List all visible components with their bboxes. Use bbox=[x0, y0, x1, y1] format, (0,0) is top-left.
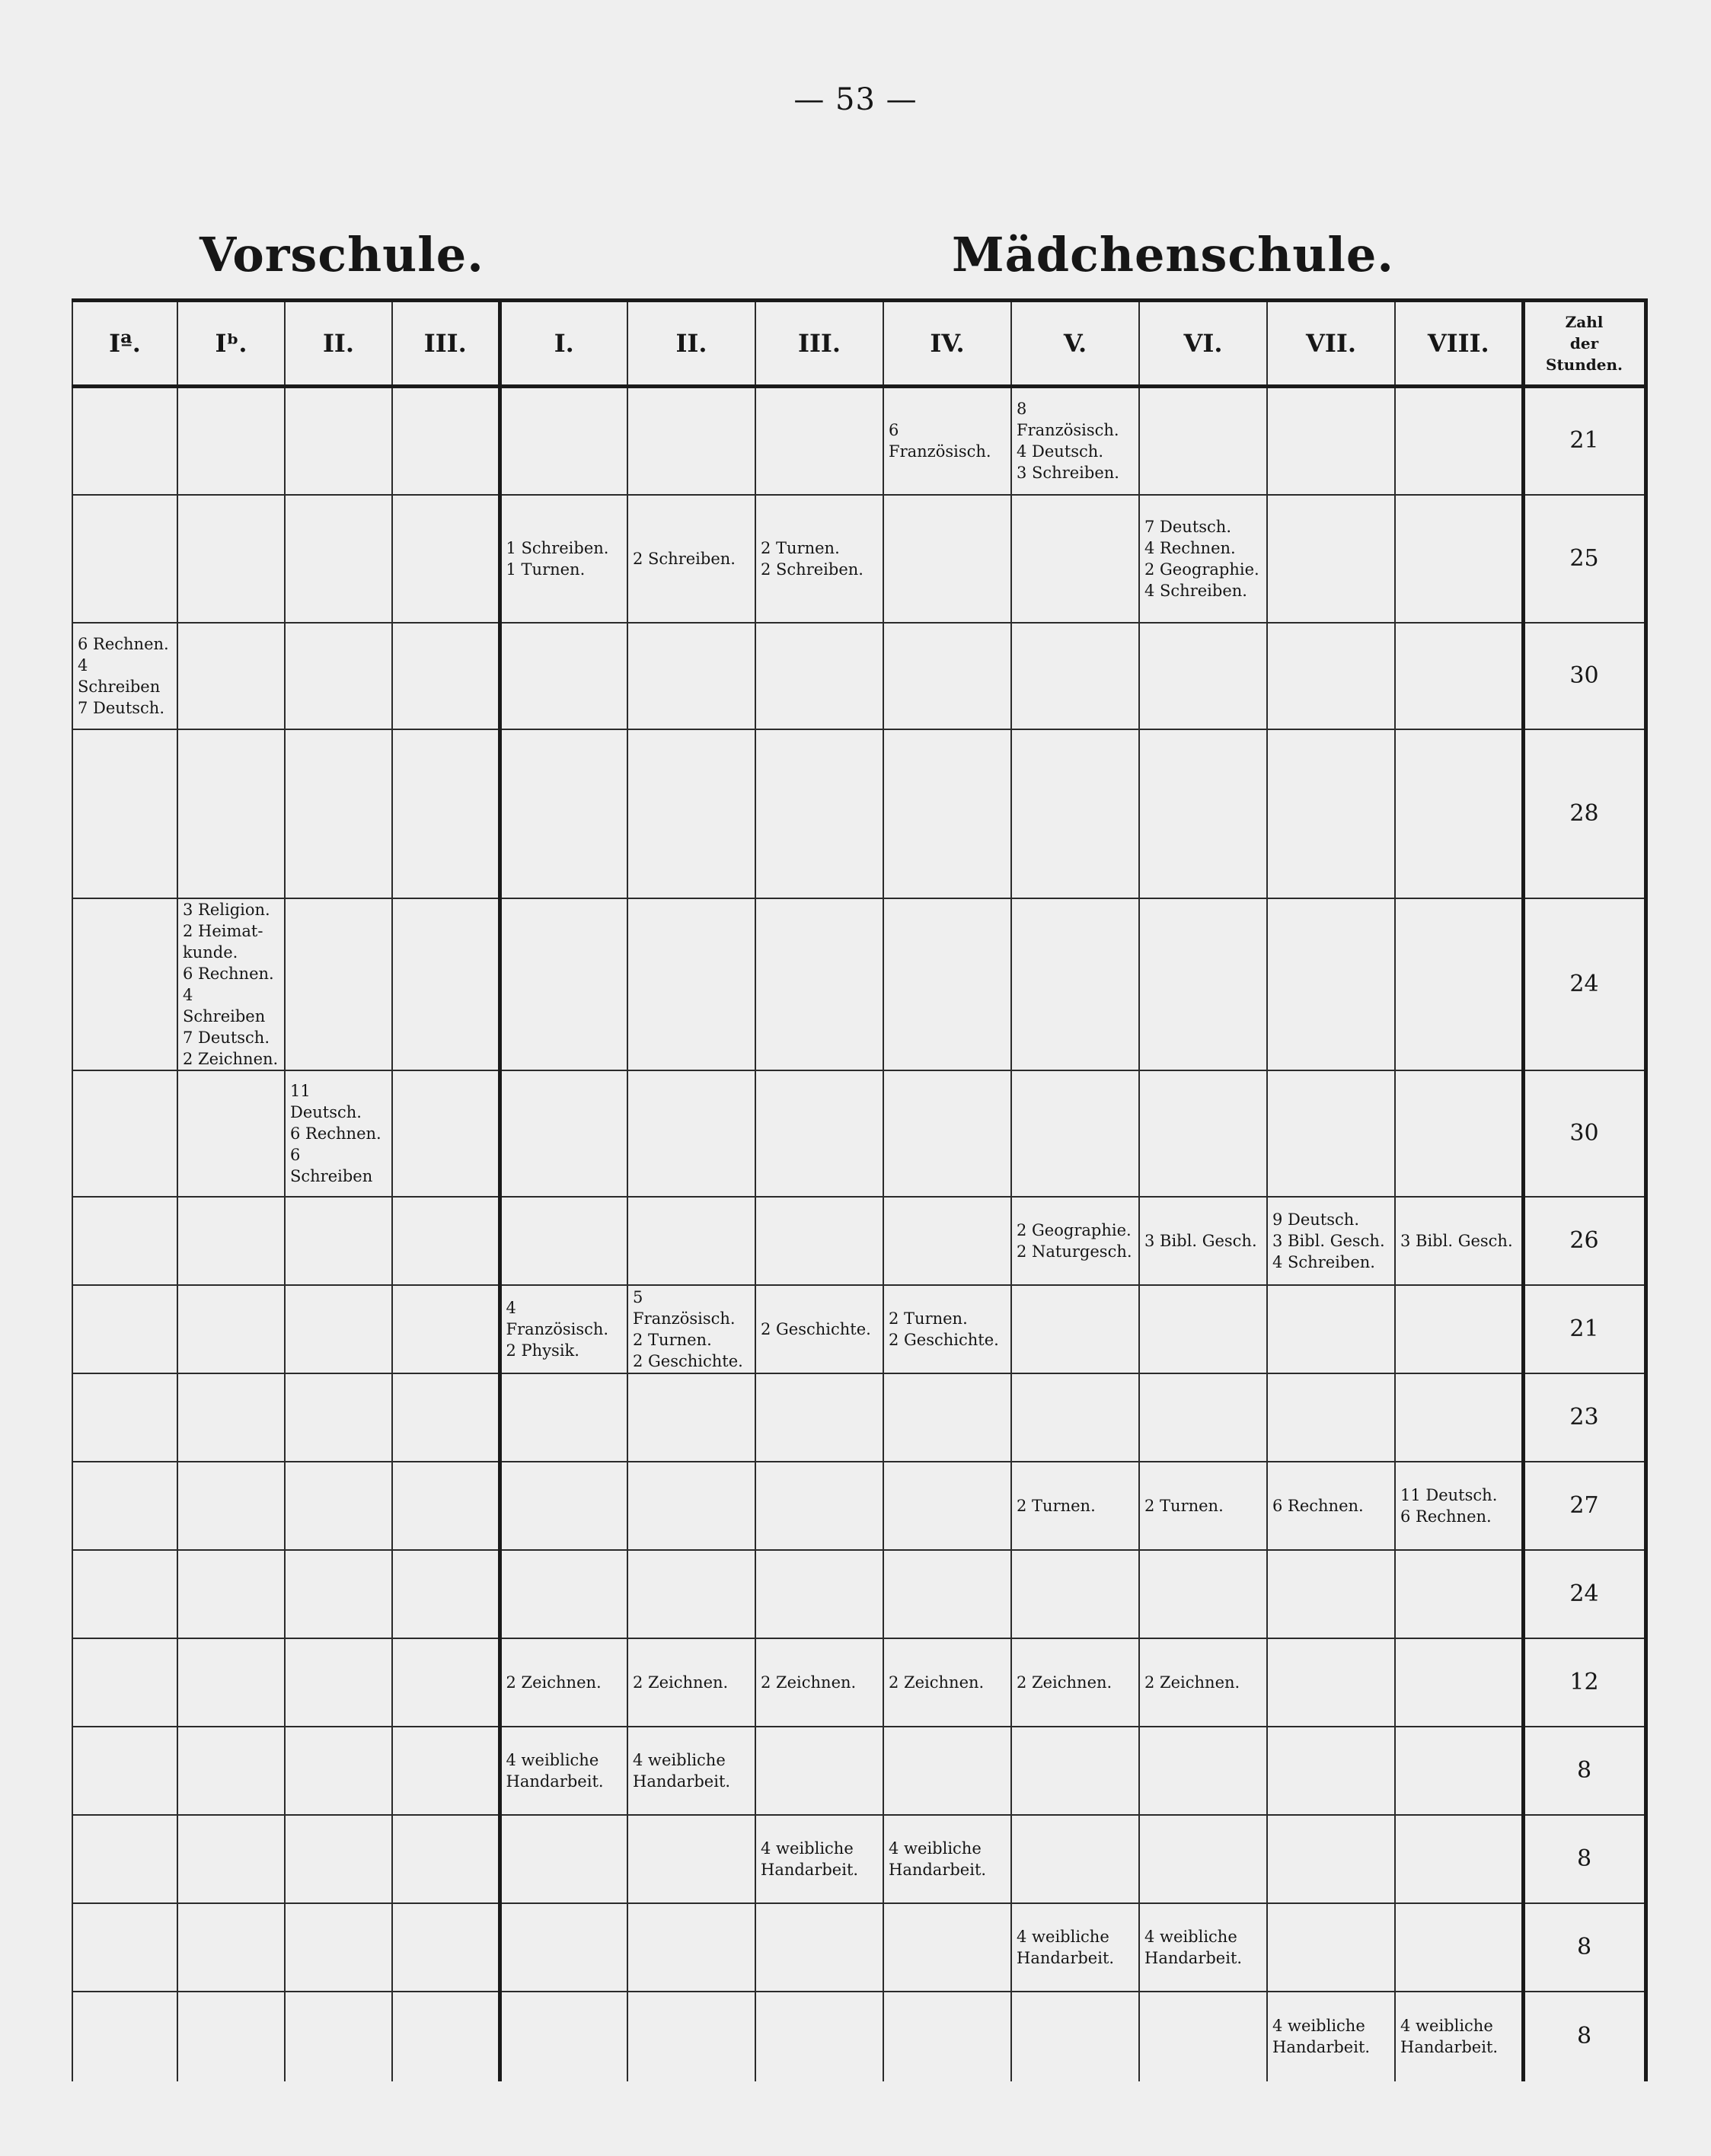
table-row bbox=[72, 623, 1646, 729]
table-cell bbox=[883, 1992, 1011, 2081]
table-cell bbox=[392, 898, 500, 1070]
table-cell bbox=[392, 1727, 500, 1815]
table-cell bbox=[755, 729, 883, 898]
total-hours-cell: 21 bbox=[1523, 387, 1646, 495]
table-cell bbox=[883, 1070, 1011, 1197]
table-cell bbox=[500, 623, 627, 729]
table-cell bbox=[72, 1815, 177, 1903]
table-cell bbox=[755, 1197, 883, 1285]
table-cell bbox=[392, 495, 500, 623]
total-hours-cell: 24 bbox=[1523, 1550, 1646, 1638]
table-cell bbox=[755, 1373, 883, 1462]
table-cell: 4 weibliche Handarbeit. bbox=[1139, 1903, 1267, 1992]
table-cell bbox=[1139, 1070, 1267, 1197]
table-cell: 6 Rechnen. 4 Schreiben 7 Deutsch. bbox=[72, 623, 177, 729]
table-cell: 2 Turnen. 2 Schreiben. bbox=[755, 495, 883, 623]
table-cell bbox=[500, 1815, 627, 1903]
table-cell bbox=[72, 1197, 177, 1285]
table-cell bbox=[177, 1462, 285, 1550]
table-cell bbox=[392, 1992, 500, 2081]
table-cell bbox=[177, 387, 285, 495]
table-cell bbox=[392, 729, 500, 898]
table-cell bbox=[883, 1462, 1011, 1550]
table-cell bbox=[755, 623, 883, 729]
table-row bbox=[72, 1373, 1646, 1462]
table-cell bbox=[392, 1462, 500, 1550]
table-cell bbox=[755, 1727, 883, 1815]
table-cell bbox=[177, 1727, 285, 1815]
table-cell: 2 Zeichnen. bbox=[755, 1638, 883, 1727]
table-cell bbox=[1011, 898, 1139, 1070]
table-cell bbox=[1267, 495, 1395, 623]
table-row bbox=[72, 495, 1646, 623]
table-cell bbox=[177, 1197, 285, 1285]
table-cell: 2 Turnen. 2 Geschichte. bbox=[883, 1285, 1011, 1373]
total-hours-cell: 8 bbox=[1523, 1727, 1646, 1815]
table-cell bbox=[1395, 729, 1523, 898]
table-cell bbox=[500, 898, 627, 1070]
table-cell bbox=[500, 1070, 627, 1197]
table-cell: 11 Deutsch. 6 Rechnen. 6 Schreiben bbox=[285, 1070, 392, 1197]
table-cell bbox=[285, 729, 392, 898]
table-cell bbox=[285, 1197, 392, 1285]
table-cell bbox=[1139, 1373, 1267, 1462]
table-cell bbox=[627, 1992, 755, 2081]
column-header: VII. bbox=[1267, 301, 1395, 387]
table-cell bbox=[392, 1815, 500, 1903]
table-cell bbox=[392, 623, 500, 729]
table-cell bbox=[627, 1197, 755, 1285]
table-cell bbox=[1011, 495, 1139, 623]
table-cell bbox=[755, 1070, 883, 1197]
table-cell bbox=[72, 1550, 177, 1638]
total-hours-cell: 24 bbox=[1523, 898, 1646, 1070]
table-cell bbox=[627, 1373, 755, 1462]
table-cell bbox=[1139, 1285, 1267, 1373]
table-cell bbox=[285, 387, 392, 495]
table-cell bbox=[755, 1903, 883, 1992]
table-cell bbox=[285, 1285, 392, 1373]
table-cell bbox=[1267, 1638, 1395, 1727]
table-cell: 11 Deutsch. 6 Rechnen. bbox=[1395, 1462, 1523, 1550]
table-cell bbox=[72, 729, 177, 898]
table-cell bbox=[627, 1462, 755, 1550]
column-header: II. bbox=[627, 301, 755, 387]
table-cell bbox=[72, 1285, 177, 1373]
table-cell bbox=[1267, 729, 1395, 898]
table-cell bbox=[1011, 1727, 1139, 1815]
table-cell bbox=[883, 1903, 1011, 1992]
table-cell bbox=[177, 729, 285, 898]
table-cell: 4 Französisch. 2 Physik. bbox=[500, 1285, 627, 1373]
table-row bbox=[72, 1462, 1646, 1550]
table-cell bbox=[177, 1903, 285, 1992]
title-maedchenschule: Mädchenschule. bbox=[952, 227, 1394, 282]
column-header: VIII. bbox=[1395, 301, 1523, 387]
column-header: V. bbox=[1011, 301, 1139, 387]
table-cell: 3 Bibl. Gesch. bbox=[1139, 1197, 1267, 1285]
table-cell: 2 Turnen. bbox=[1139, 1462, 1267, 1550]
table-row bbox=[72, 1992, 1646, 2081]
table-cell bbox=[177, 1638, 285, 1727]
table-cell bbox=[883, 1197, 1011, 1285]
table-cell bbox=[1395, 1727, 1523, 1815]
schedule-table bbox=[72, 298, 1648, 2081]
table-cell: 8 Französisch. 4 Deutsch. 3 Schreiben. bbox=[1011, 387, 1139, 495]
header-row bbox=[72, 301, 1646, 387]
table-cell bbox=[1139, 387, 1267, 495]
table-cell bbox=[392, 1638, 500, 1727]
table-cell bbox=[883, 1550, 1011, 1638]
table-cell: 4 weibliche Handarbeit. bbox=[500, 1727, 627, 1815]
table-cell: 2 Geschichte. bbox=[755, 1285, 883, 1373]
table-cell bbox=[72, 1373, 177, 1462]
table-cell bbox=[392, 1285, 500, 1373]
table-cell bbox=[285, 495, 392, 623]
table-cell: 9 Deutsch. 3 Bibl. Gesch. 4 Schreiben. bbox=[1267, 1197, 1395, 1285]
table-cell bbox=[627, 1550, 755, 1638]
table-cell bbox=[72, 495, 177, 623]
table-cell: 2 Zeichnen. bbox=[500, 1638, 627, 1727]
table-row bbox=[72, 1285, 1646, 1373]
table-cell bbox=[883, 623, 1011, 729]
table-cell: 6 Rechnen. bbox=[1267, 1462, 1395, 1550]
table-cell bbox=[177, 495, 285, 623]
table-cell: 4 weibliche Handarbeit. bbox=[1011, 1903, 1139, 1992]
table-cell: 5 Französisch. 2 Turnen. 2 Geschichte. bbox=[627, 1285, 755, 1373]
column-header: III. bbox=[755, 301, 883, 387]
table-cell bbox=[285, 1903, 392, 1992]
table-cell bbox=[755, 898, 883, 1070]
table-cell bbox=[755, 1992, 883, 2081]
table-row bbox=[72, 898, 1646, 1070]
table-cell: 2 Zeichnen. bbox=[1139, 1638, 1267, 1727]
table-cell: 2 Zeichnen. bbox=[627, 1638, 755, 1727]
table-cell bbox=[627, 729, 755, 898]
table-cell: 2 Turnen. bbox=[1011, 1462, 1139, 1550]
column-header: III. bbox=[392, 301, 500, 387]
table-row bbox=[72, 1903, 1646, 1992]
table-cell bbox=[1267, 1550, 1395, 1638]
table-cell bbox=[627, 387, 755, 495]
table-cell bbox=[285, 1462, 392, 1550]
column-header-total: Zahl der Stunden. bbox=[1523, 301, 1646, 387]
table-cell bbox=[627, 1903, 755, 1992]
column-header: Iª. bbox=[72, 301, 177, 387]
table-cell bbox=[1267, 1285, 1395, 1373]
table-cell bbox=[500, 1462, 627, 1550]
table-cell bbox=[177, 1550, 285, 1638]
table-cell bbox=[883, 495, 1011, 623]
table-row bbox=[72, 1197, 1646, 1285]
table-cell: 4 weibliche Handarbeit. bbox=[755, 1815, 883, 1903]
table-cell bbox=[1011, 1815, 1139, 1903]
table-cell bbox=[285, 1373, 392, 1462]
table-cell bbox=[1267, 1070, 1395, 1197]
table-cell bbox=[1139, 1550, 1267, 1638]
table-cell bbox=[72, 1903, 177, 1992]
title-vorschule: Vorschule. bbox=[200, 227, 484, 282]
column-header: Iᵇ. bbox=[177, 301, 285, 387]
table-row bbox=[72, 729, 1646, 898]
table-cell: 4 weibliche Handarbeit. bbox=[1267, 1992, 1395, 2081]
table-cell bbox=[1395, 623, 1523, 729]
table-cell bbox=[1011, 1373, 1139, 1462]
table-cell bbox=[1139, 1727, 1267, 1815]
table-row bbox=[72, 387, 1646, 495]
table-cell bbox=[1011, 1992, 1139, 2081]
column-header: I. bbox=[500, 301, 627, 387]
table-cell bbox=[1395, 387, 1523, 495]
table-cell bbox=[285, 623, 392, 729]
table-row bbox=[72, 1070, 1646, 1197]
table-cell bbox=[1267, 623, 1395, 729]
table-cell bbox=[1011, 623, 1139, 729]
table-cell bbox=[392, 1903, 500, 1992]
table-cell bbox=[627, 1070, 755, 1197]
table-cell bbox=[285, 1550, 392, 1638]
table-cell bbox=[1139, 623, 1267, 729]
table-cell bbox=[72, 1727, 177, 1815]
table-cell bbox=[1395, 1285, 1523, 1373]
table-cell: 1 Schreiben. 1 Turnen. bbox=[500, 495, 627, 623]
table-cell bbox=[500, 387, 627, 495]
table-cell bbox=[1395, 898, 1523, 1070]
table-cell bbox=[1011, 1550, 1139, 1638]
table-cell bbox=[500, 1903, 627, 1992]
table-cell bbox=[392, 1070, 500, 1197]
table-cell bbox=[285, 898, 392, 1070]
table-cell bbox=[1267, 898, 1395, 1070]
table-cell bbox=[72, 387, 177, 495]
table-cell bbox=[72, 898, 177, 1070]
table-cell bbox=[1139, 898, 1267, 1070]
total-hours-cell: 21 bbox=[1523, 1285, 1646, 1373]
table-cell bbox=[1139, 729, 1267, 898]
table-row bbox=[72, 1638, 1646, 1727]
table-cell bbox=[72, 1462, 177, 1550]
table-cell: 4 weibliche Handarbeit. bbox=[883, 1815, 1011, 1903]
table-cell: 2 Zeichnen. bbox=[883, 1638, 1011, 1727]
table-row bbox=[72, 1727, 1646, 1815]
table-cell: 7 Deutsch. 4 Rechnen. 2 Geographie. 4 Schreiben. bbox=[1139, 495, 1267, 623]
table-cell bbox=[285, 1727, 392, 1815]
total-hours-cell: 12 bbox=[1523, 1638, 1646, 1727]
table-cell bbox=[285, 1992, 392, 2081]
table-cell bbox=[1267, 1903, 1395, 1992]
table-cell bbox=[72, 1638, 177, 1727]
table-cell bbox=[392, 1197, 500, 1285]
table-cell bbox=[1395, 1815, 1523, 1903]
table-cell bbox=[1267, 1373, 1395, 1462]
total-hours-cell: 8 bbox=[1523, 1992, 1646, 2081]
table-cell bbox=[392, 1550, 500, 1638]
table-cell bbox=[1011, 729, 1139, 898]
table-cell bbox=[755, 1462, 883, 1550]
table-cell bbox=[177, 1070, 285, 1197]
table-cell bbox=[883, 1373, 1011, 1462]
table-cell: 2 Schreiben. bbox=[627, 495, 755, 623]
table-cell bbox=[500, 1197, 627, 1285]
total-hours-cell: 25 bbox=[1523, 495, 1646, 623]
table-cell bbox=[1139, 1992, 1267, 2081]
table-cell bbox=[72, 1070, 177, 1197]
total-hours-cell: 27 bbox=[1523, 1462, 1646, 1550]
table-cell bbox=[1395, 495, 1523, 623]
table-cell: 3 Bibl. Gesch. bbox=[1395, 1197, 1523, 1285]
page-number: — 53 — bbox=[793, 82, 918, 117]
total-hours-cell: 8 bbox=[1523, 1903, 1646, 1992]
table-cell bbox=[285, 1638, 392, 1727]
table-cell bbox=[627, 1815, 755, 1903]
total-hours-cell: 23 bbox=[1523, 1373, 1646, 1462]
total-hours-cell: 26 bbox=[1523, 1197, 1646, 1285]
table-cell: 6 Französisch. bbox=[883, 387, 1011, 495]
table-row bbox=[72, 1550, 1646, 1638]
table-cell bbox=[755, 1550, 883, 1638]
table-cell bbox=[883, 1727, 1011, 1815]
table-cell: 3 Religion. 2 Heimat- kunde. 6 Rechnen. 4 Schreiben 7 Deutsch. 2 Zeichnen. bbox=[177, 898, 285, 1070]
table-cell bbox=[1139, 1815, 1267, 1903]
table-cell bbox=[1267, 1727, 1395, 1815]
table-cell bbox=[1395, 1550, 1523, 1638]
table-cell bbox=[1395, 1070, 1523, 1197]
table-cell bbox=[72, 1992, 177, 2081]
schedule-body bbox=[72, 387, 1646, 2081]
total-hours-cell: 30 bbox=[1523, 1070, 1646, 1197]
table-cell: 4 weibliche Handarbeit. bbox=[627, 1727, 755, 1815]
table-cell bbox=[1267, 1815, 1395, 1903]
column-header: VI. bbox=[1139, 301, 1267, 387]
table-cell bbox=[883, 898, 1011, 1070]
table-cell bbox=[177, 1373, 285, 1462]
table-cell: 4 weibliche Handarbeit. bbox=[1395, 1992, 1523, 2081]
table-cell bbox=[1267, 387, 1395, 495]
table-cell bbox=[1011, 1070, 1139, 1197]
table-cell bbox=[500, 1373, 627, 1462]
table-cell bbox=[177, 1285, 285, 1373]
table-cell bbox=[1395, 1638, 1523, 1727]
table-cell bbox=[627, 623, 755, 729]
table-cell bbox=[392, 387, 500, 495]
table-cell bbox=[627, 898, 755, 1070]
table-cell bbox=[177, 623, 285, 729]
table-cell bbox=[392, 1373, 500, 1462]
table-cell bbox=[1395, 1373, 1523, 1462]
total-hours-cell: 8 bbox=[1523, 1815, 1646, 1903]
total-hours-cell: 28 bbox=[1523, 729, 1646, 898]
table-cell: 2 Zeichnen. bbox=[1011, 1638, 1139, 1727]
table-cell bbox=[755, 387, 883, 495]
table-cell: 2 Geographie. 2 Naturgesch. bbox=[1011, 1197, 1139, 1285]
table-cell bbox=[177, 1992, 285, 2081]
table-cell bbox=[177, 1815, 285, 1903]
table-cell bbox=[500, 1992, 627, 2081]
table-cell bbox=[883, 729, 1011, 898]
table-cell bbox=[500, 729, 627, 898]
table-cell bbox=[1395, 1903, 1523, 1992]
table-cell bbox=[500, 1550, 627, 1638]
table-row bbox=[72, 1815, 1646, 1903]
column-header: IV. bbox=[883, 301, 1011, 387]
table-cell bbox=[1011, 1285, 1139, 1373]
column-header: II. bbox=[285, 301, 392, 387]
total-hours-cell: 30 bbox=[1523, 623, 1646, 729]
table-cell bbox=[285, 1815, 392, 1903]
